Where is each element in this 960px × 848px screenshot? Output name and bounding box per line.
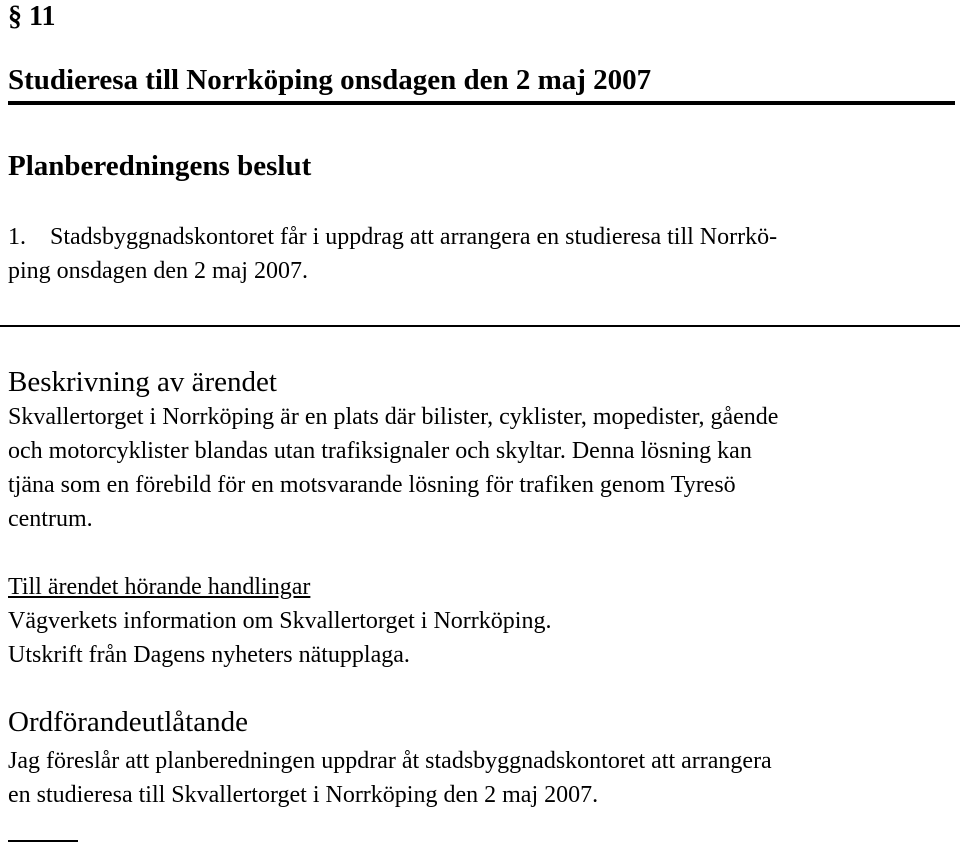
chairman-statement-heading: Ordförandeutlåtande xyxy=(8,706,248,738)
description-line-4: centrum. xyxy=(8,506,93,532)
list-item-text-line-1: Stadsbyggnadskontoret får i uppdrag att arrangera en studieresa till Norrkö- xyxy=(50,224,778,250)
documents-heading: Till ärendet hörande handlingar xyxy=(8,574,311,600)
list-item-text-line-2: ping onsdagen den 2 maj 2007. xyxy=(8,258,308,284)
chairman-statement-line-2: en studieresa till Skvallertorget i Norrköping den 2 maj 2007. xyxy=(8,782,599,808)
chairman-statement-line-1: Jag föreslår att planberedningen uppdrar åt stadsbyggnadskontoret att arrangera xyxy=(8,748,772,774)
description-line-1: Skvallertorget i Norrköping är en plats där bilister, cyklister, mopedister, gående xyxy=(8,404,779,430)
page-title: Studieresa till Norrköping onsdagen den 2 maj 2007 xyxy=(8,64,652,96)
title-underline-rule xyxy=(8,101,955,105)
description-line-2: och motorcyklister blandas utan trafiksignaler och skyltar. Denna lösning kan xyxy=(8,438,752,464)
document-item-1: Vägverkets information om Skvallertorget i Norrköping. xyxy=(8,608,552,634)
description-heading: Beskrivning av ärendet xyxy=(8,366,277,398)
section-divider xyxy=(0,325,960,327)
section-number: § 11 xyxy=(8,1,56,32)
document-item-2: Utskrift från Dagens nyheters nätupplaga. xyxy=(8,642,410,668)
description-line-3: tjäna som en förebild för en motsvarande lösning för trafiken genom Tyresö xyxy=(8,472,736,498)
decision-heading: Planberedningens beslut xyxy=(8,150,312,182)
footnote-rule xyxy=(8,840,78,842)
list-item-number: 1. xyxy=(8,224,26,250)
